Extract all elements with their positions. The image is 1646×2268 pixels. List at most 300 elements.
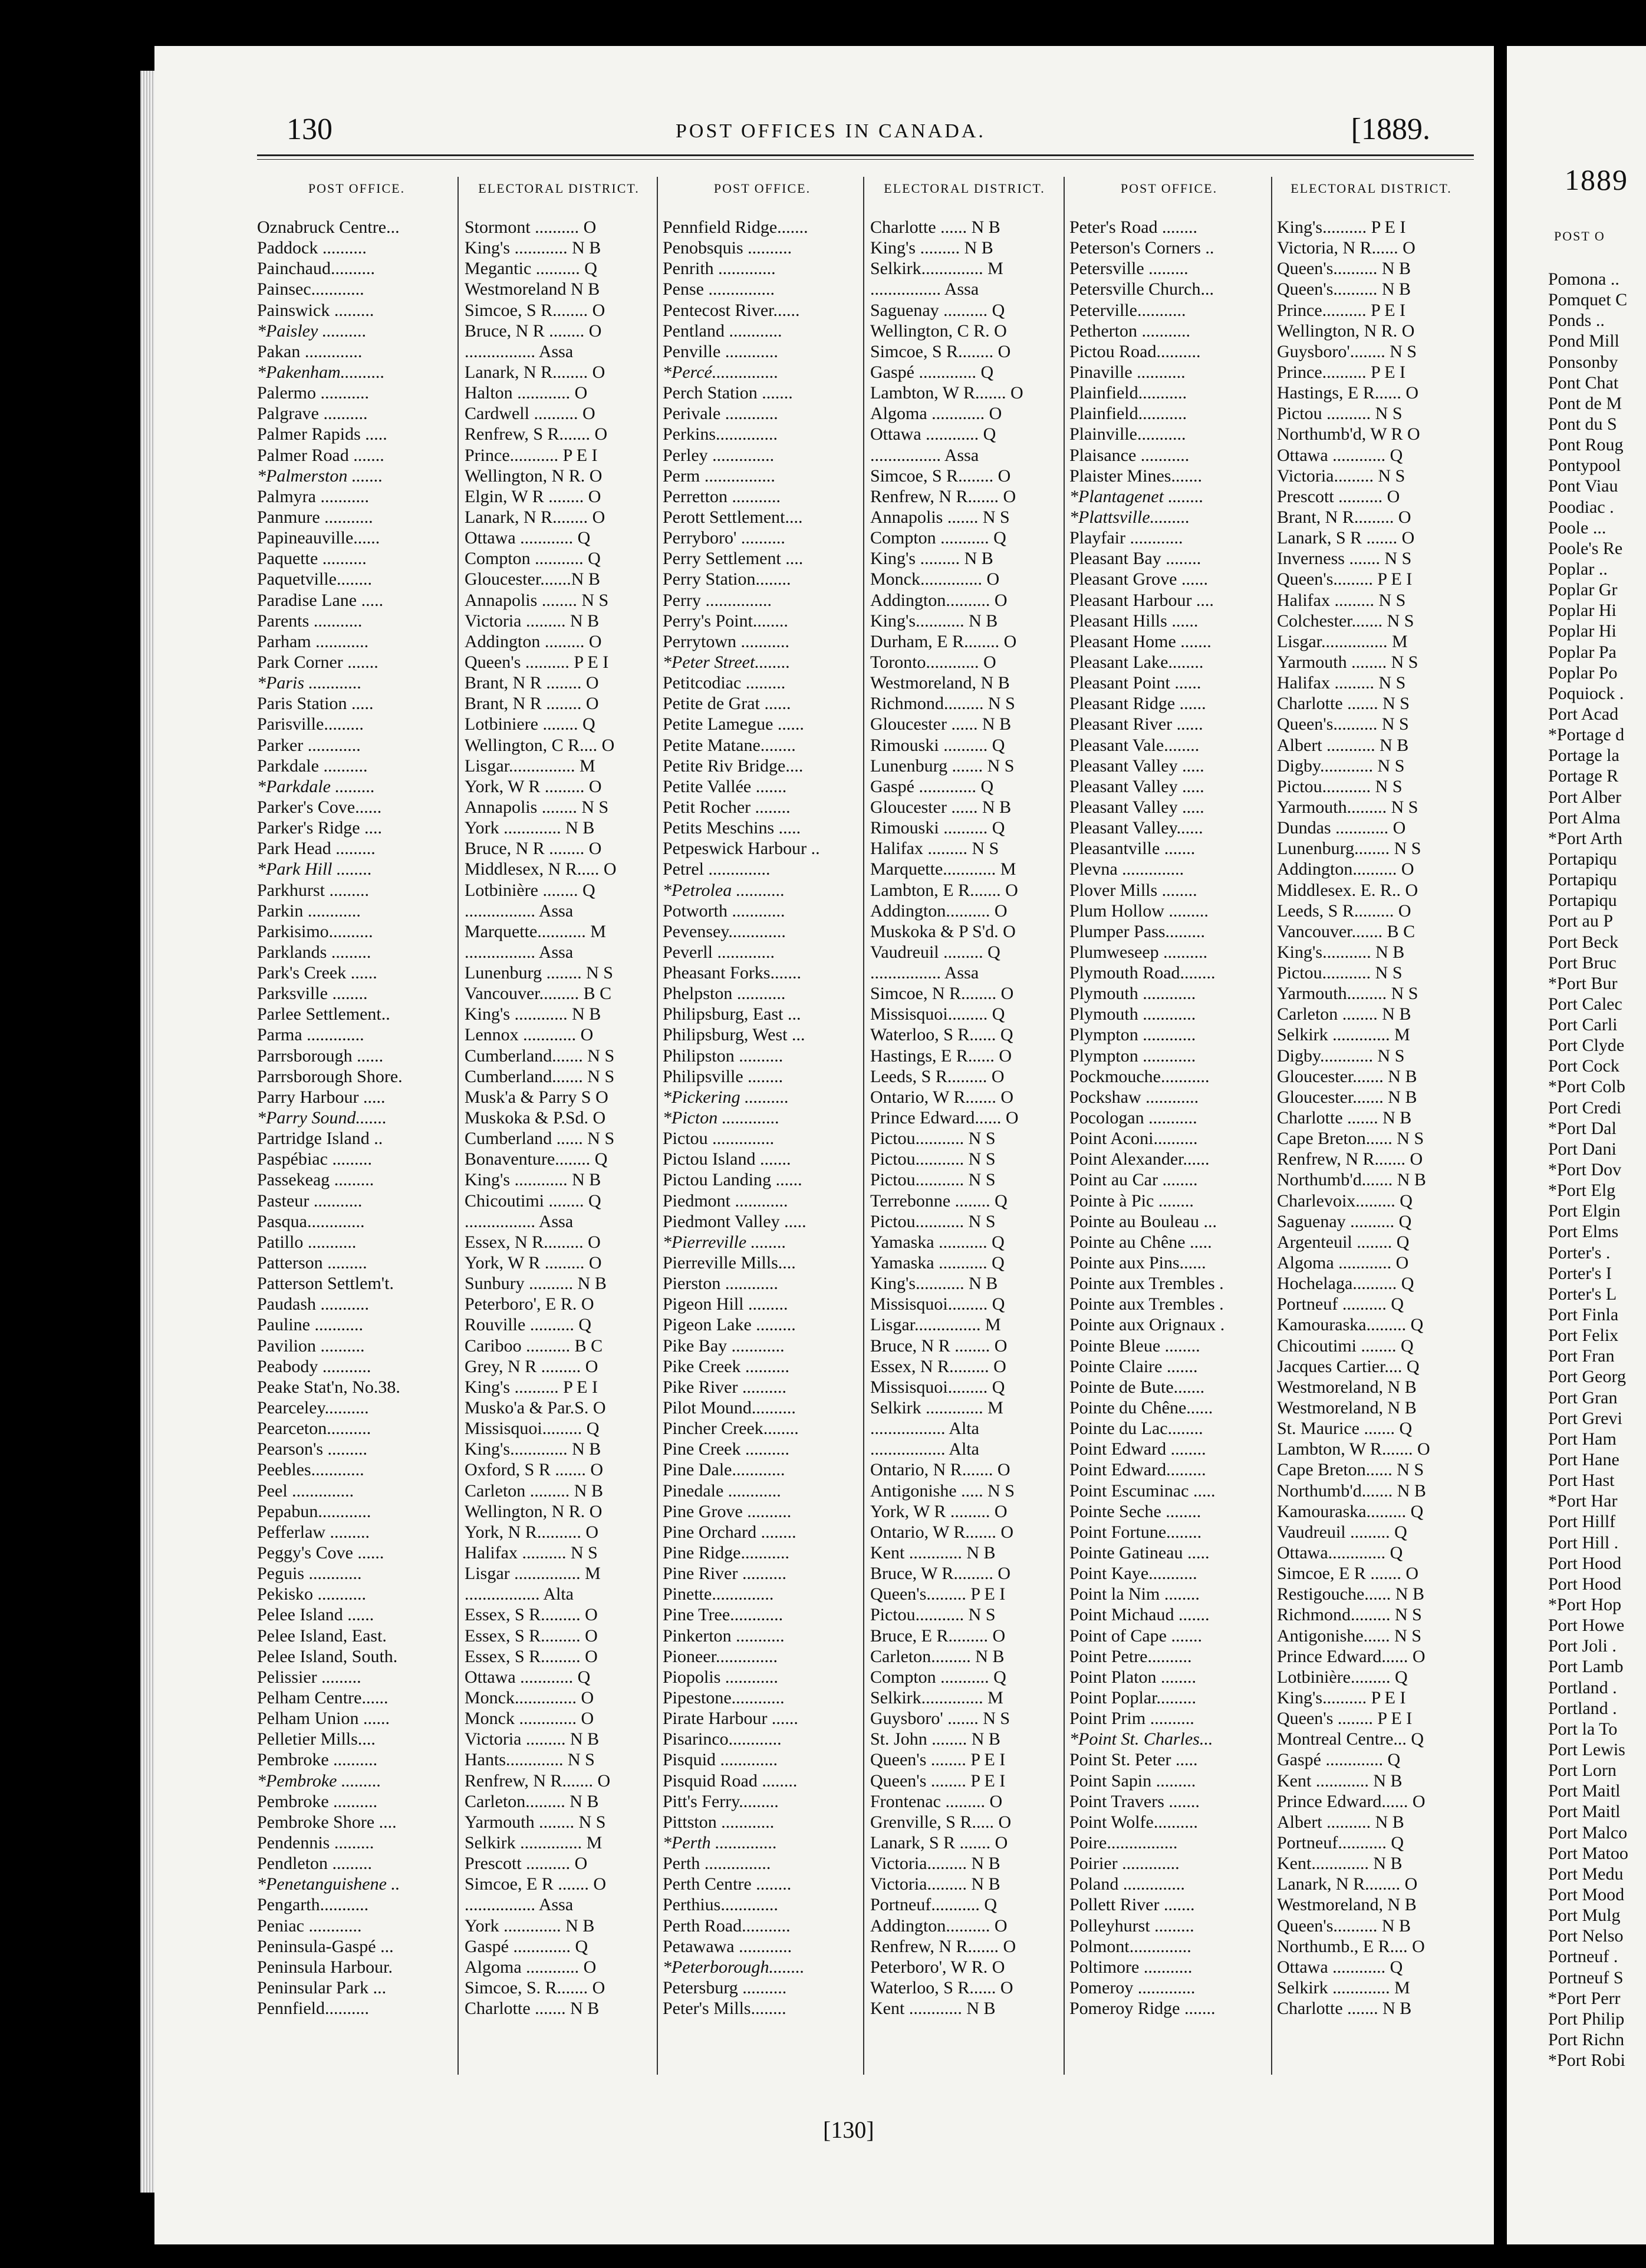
entry-row xyxy=(255,1771,659,1791)
entry-row xyxy=(255,217,659,238)
post-office-name: Pakan ............. xyxy=(257,341,363,361)
entry-row xyxy=(660,673,1065,693)
entry-row xyxy=(255,673,659,693)
electoral-district: Hants............. N S xyxy=(465,1750,595,1770)
entry-row xyxy=(1067,1107,1471,1128)
electoral-district: Gloucester.......N B xyxy=(465,569,600,589)
electoral-district: Missisquoi......... Q xyxy=(870,1377,1005,1397)
facing-page-entry: Portneuf S xyxy=(1548,1967,1624,1987)
post-office-name: Philipsville ........ xyxy=(663,1066,784,1086)
entry-row xyxy=(1067,1294,1471,1314)
post-office-name: *Picton ............. xyxy=(663,1108,780,1128)
post-office-name: Plover Mills ........ xyxy=(1069,880,1197,900)
electoral-district: Simcoe, S R........ O xyxy=(870,466,1011,486)
facing-page-entry: Pont du S xyxy=(1548,414,1617,434)
electoral-district: ................. Alta xyxy=(870,1419,979,1439)
entry-row xyxy=(660,217,1065,238)
electoral-district: Carleton ......... N B xyxy=(465,1481,603,1501)
entry-row xyxy=(255,1749,659,1770)
post-office-name: Pefferlaw ......... xyxy=(257,1522,370,1542)
electoral-district: Addington.......... O xyxy=(870,590,1008,610)
post-office-name: Peguis ............ xyxy=(257,1564,362,1584)
electoral-district: Waterloo, S R...... Q xyxy=(870,1025,1013,1045)
entry-row xyxy=(660,797,1065,817)
entry-row xyxy=(660,714,1065,734)
post-office-name: Painchaud.......... xyxy=(257,259,375,279)
entry-row xyxy=(1067,341,1471,362)
entry-row xyxy=(660,1749,1065,1770)
post-office-name: Point of Cape ....... xyxy=(1069,1626,1202,1646)
post-office-name: Petite Riv Bridge.... xyxy=(663,756,804,776)
entry-row xyxy=(1067,1356,1471,1377)
electoral-district: Wellington, N R. O xyxy=(1277,321,1415,341)
electoral-district: Victoria ......... N B xyxy=(465,611,600,631)
entry-row xyxy=(660,756,1065,776)
entry-row xyxy=(1067,901,1471,921)
post-office-name: Plumper Pass......... xyxy=(1069,921,1206,941)
facing-page-entry: Portapiqu xyxy=(1548,891,1617,911)
post-office-name: Peabody ........... xyxy=(257,1356,371,1376)
post-office-name: Passekeag ......... xyxy=(257,1170,374,1190)
entry-row xyxy=(1067,424,1471,444)
electoral-district: Lanark, N R........ O xyxy=(1277,1874,1418,1894)
entry-row xyxy=(660,1977,1065,1998)
post-office-name: Peter's Mills........ xyxy=(663,1999,786,2019)
post-office-name: Park Corner ....... xyxy=(257,652,378,672)
entry-row xyxy=(255,1191,659,1211)
post-office-name: Peverll ............. xyxy=(663,942,775,962)
facing-page-entry: Port Felix xyxy=(1548,1326,1619,1346)
entry-row xyxy=(1067,1522,1471,1542)
entry-row xyxy=(255,838,659,859)
entry-row xyxy=(255,1294,659,1314)
post-office-name: Pauline ........... xyxy=(257,1315,363,1335)
electoral-district: Simcoe, N R........ O xyxy=(870,984,1014,1004)
electoral-district: Essex, S R......... O xyxy=(465,1626,598,1646)
electoral-district: Cumberland....... N S xyxy=(465,1066,615,1086)
post-office-name: Pisquid ............. xyxy=(663,1750,778,1770)
entry-row xyxy=(660,1812,1065,1832)
electoral-district: Megantic .......... Q xyxy=(465,259,597,279)
entry-row xyxy=(1067,1646,1471,1667)
post-office-header: POST OFFICE. xyxy=(713,181,811,196)
entry-row xyxy=(255,1626,659,1646)
post-office-name: Pinaville ........... xyxy=(1069,362,1186,382)
entry-row xyxy=(1067,486,1471,507)
electoral-district: Oxford, S R ....... O xyxy=(465,1460,604,1480)
entry-row xyxy=(1067,1977,1471,1998)
entry-row xyxy=(1067,1273,1471,1294)
electoral-district: King's ............ N B xyxy=(465,1004,601,1024)
post-office-name: Pomeroy ............. xyxy=(1069,1977,1196,1997)
electoral-district: Vancouver....... B C xyxy=(1277,921,1415,941)
electoral-district: King's........... N B xyxy=(870,611,998,631)
electoral-district: Gloucester ...... N B xyxy=(870,714,1012,734)
electoral-district: Pictou........... N S xyxy=(1277,963,1403,983)
post-office-name: Oznabruck Centre... xyxy=(257,217,400,237)
facing-page-entry: Poplar Hi xyxy=(1548,621,1617,641)
electoral-district: Annapolis ........ N S xyxy=(465,590,609,610)
electoral-district: Frontenac ......... O xyxy=(870,1791,1003,1811)
entry-row xyxy=(255,362,659,383)
electoral-district: Albert ........... N B xyxy=(1277,735,1409,755)
post-office-name: Parker ............ xyxy=(257,735,361,755)
entry-row xyxy=(1067,1191,1471,1211)
electoral-district: Renfrew, N R....... O xyxy=(870,486,1016,506)
electoral-district: Kent ............ N B xyxy=(870,1543,996,1562)
electoral-district: Richmond......... N S xyxy=(870,694,1015,714)
entry-row xyxy=(1067,590,1471,611)
post-office-name: Parker's Ridge .... xyxy=(257,818,383,838)
post-office-name: Pleasant River ...... xyxy=(1069,714,1203,734)
electoral-district: Wellington, N R. O xyxy=(465,466,603,486)
post-office-name: Pointe du Lac........ xyxy=(1069,1419,1203,1439)
electoral-district: Monck.............. O xyxy=(870,569,1000,589)
facing-page-column-header: POST O xyxy=(1554,229,1605,243)
post-office-name: Pointe Claire ....... xyxy=(1069,1356,1198,1376)
electoral-district: ................. Alta xyxy=(870,1439,979,1459)
electoral-district: Vaudreuil ......... Q xyxy=(1277,1522,1407,1542)
entry-row xyxy=(660,1729,1065,1749)
post-office-name: Pirate Harbour ...... xyxy=(663,1709,798,1729)
post-office-name: Phelpston ........... xyxy=(663,984,786,1004)
entry-row xyxy=(1067,1563,1471,1584)
post-office-name: Parlee Settlement.. xyxy=(257,1004,390,1024)
facing-page-entry: Port Alber xyxy=(1548,787,1622,807)
entry-row xyxy=(660,321,1065,341)
post-office-name: Paquetville........ xyxy=(257,569,372,589)
post-office-name: Pleasant Grove ...... xyxy=(1069,569,1208,589)
post-office-name: Peninsula-Gaspé ... xyxy=(257,1936,394,1956)
facing-page-entry: Port Cock xyxy=(1548,1056,1619,1076)
entry-row xyxy=(255,1356,659,1377)
electoral-district: Compton ........... Q xyxy=(870,528,1006,548)
electoral-district-header: ELECTORAL DISTRICT. xyxy=(478,181,640,196)
electoral-district: Selkirk ............. M xyxy=(1277,1977,1410,1997)
post-office-name: Pinkerton ........... xyxy=(663,1626,785,1646)
post-office-name: Pine Dale............ xyxy=(663,1460,785,1480)
entry-row xyxy=(1067,300,1471,321)
electoral-district: Halifax ......... N S xyxy=(870,839,999,859)
entry-row xyxy=(660,383,1065,403)
entry-row xyxy=(255,797,659,817)
electoral-district: Essex, N R......... O xyxy=(465,1232,601,1252)
electoral-district: Grenville, S R..... O xyxy=(870,1812,1012,1832)
entry-row xyxy=(255,1542,659,1563)
electoral-district: Muskoka & P.Sd. O xyxy=(465,1108,606,1128)
electoral-district: Victoria......... N S xyxy=(1277,466,1405,486)
entry-row xyxy=(1067,1377,1471,1397)
electoral-district: Gloucester....... N B xyxy=(1277,1066,1417,1086)
post-office-name: Pine Grove .......... xyxy=(663,1501,792,1521)
post-office-name: Pentecost River...... xyxy=(663,300,800,320)
electoral-district: Richmond......... N S xyxy=(1277,1605,1422,1625)
entry-row xyxy=(255,735,659,756)
facing-page-entry: Porter's L xyxy=(1548,1284,1617,1304)
post-office-name: Point Edward......... xyxy=(1069,1460,1206,1480)
entry-row xyxy=(1067,859,1471,879)
entry-row xyxy=(255,817,659,838)
post-office-name: Palmyra ........... xyxy=(257,486,369,506)
post-office-name: Pollett River ....... xyxy=(1069,1895,1195,1915)
electoral-district: Bruce, W R......... O xyxy=(870,1564,1011,1584)
post-office-name: Pine Orchard ........ xyxy=(663,1522,796,1542)
entry-row xyxy=(255,238,659,258)
post-office-name: Perth ............... xyxy=(663,1854,771,1874)
electoral-district: Ottawa ............ Q xyxy=(1277,445,1403,465)
electoral-district: Inverness ....... N S xyxy=(1277,549,1412,569)
entry-row xyxy=(1067,1832,1471,1853)
electoral-district: Prescott .......... O xyxy=(1277,486,1400,506)
electoral-district: Prescott .......... O xyxy=(465,1854,588,1874)
post-office-name: Palgrave .......... xyxy=(257,404,368,424)
entry-row xyxy=(255,652,659,673)
entry-row xyxy=(255,1273,659,1294)
post-office-name: Pelee Island ...... xyxy=(257,1605,374,1625)
post-office-name: Pelham Union ...... xyxy=(257,1709,390,1729)
electoral-district: Pictou .......... N S xyxy=(1277,404,1403,424)
electoral-district: Lambton, E R....... O xyxy=(870,880,1018,900)
entry-row xyxy=(660,1791,1065,1812)
electoral-district: Rimouski .......... Q xyxy=(870,818,1005,838)
electoral-district: Antigonishe...... N S xyxy=(1277,1626,1422,1646)
electoral-district: King's............. N B xyxy=(465,1439,601,1459)
entry-row xyxy=(1067,1149,1471,1169)
post-office-name: Pine Ridge........... xyxy=(663,1543,789,1562)
post-office-name: Perry Station........ xyxy=(663,569,791,589)
post-office-name: Pockshaw ............ xyxy=(1069,1087,1199,1107)
electoral-district: Kent ............ N B xyxy=(1277,1771,1403,1791)
electoral-district: Rouville .......... Q xyxy=(465,1315,591,1335)
post-office-name: Point Prim .......... xyxy=(1069,1709,1194,1729)
header-rule-thin xyxy=(257,159,1474,160)
entry-row xyxy=(1067,1046,1471,1066)
post-office-name: Petersville Church... xyxy=(1069,279,1214,299)
post-office-name: Point la Nim ........ xyxy=(1069,1584,1200,1604)
entry-row xyxy=(1067,548,1471,569)
post-office-name: Point Michaud ....... xyxy=(1069,1605,1210,1625)
entry-row xyxy=(255,1916,659,1936)
electoral-district: Gaspé ............. Q xyxy=(870,776,994,796)
entry-row xyxy=(255,1687,659,1708)
entry-row xyxy=(255,1853,659,1874)
post-office-name: Pine Tree............ xyxy=(663,1605,784,1625)
electoral-district: St. Maurice ....... Q xyxy=(1277,1419,1413,1439)
entry-row xyxy=(255,1439,659,1459)
post-office-name: Pointe aux Pins...... xyxy=(1069,1253,1206,1273)
post-office-name: Pleasant Point ...... xyxy=(1069,673,1201,693)
electoral-district: Kent............. N B xyxy=(1277,1854,1403,1874)
post-office-name: *Peter Street........ xyxy=(663,652,791,672)
post-office-name: Perivale ............ xyxy=(663,404,778,424)
facing-page-entry: Poquiock . xyxy=(1548,683,1624,703)
entry-row xyxy=(1067,1894,1471,1915)
facing-page-entry: Poodiac . xyxy=(1548,497,1614,517)
post-office-name: Point Travers ....... xyxy=(1069,1791,1200,1811)
post-office-name: Plum Hollow ......... xyxy=(1069,901,1209,921)
post-office-name: Pense ............... xyxy=(663,279,775,299)
electoral-district: Yamaska ........... Q xyxy=(870,1232,1005,1252)
entry-row xyxy=(660,1501,1065,1522)
electoral-district: Hastings, E R...... O xyxy=(1277,383,1418,403)
electoral-district: Montreal Centre... Q xyxy=(1277,1729,1424,1749)
electoral-district: Saguenay .......... Q xyxy=(1277,1211,1412,1231)
post-office-name: Parksville ........ xyxy=(257,984,368,1004)
entry-row xyxy=(660,1191,1065,1211)
post-office-name: Piedmont Valley ..... xyxy=(663,1211,806,1231)
electoral-district: Chicoutimi ........ Q xyxy=(465,1191,601,1211)
post-office-name: Pleasant Bay ........ xyxy=(1069,549,1201,569)
facing-page-entry: Port Hill . xyxy=(1548,1532,1619,1552)
entry-row xyxy=(660,1149,1065,1169)
facing-page-entry: Poole's Re xyxy=(1548,538,1623,558)
facing-page-entry: Port Joli . xyxy=(1548,1636,1617,1656)
electoral-district: Queen's.......... N S xyxy=(1277,714,1409,734)
post-office-name: Perretton ........... xyxy=(663,486,781,506)
entry-row xyxy=(255,962,659,983)
post-office-name: Point Petre.......... xyxy=(1069,1646,1192,1666)
electoral-district: Bruce, E R......... O xyxy=(870,1626,1006,1646)
entry-row xyxy=(255,1894,659,1915)
electoral-district: Westmoreland, N B xyxy=(870,673,1010,693)
post-office-name: Petits Meschins ..... xyxy=(663,818,801,838)
facing-page-list xyxy=(1548,269,1628,2071)
post-office-name: *Park Hill ........ xyxy=(257,859,372,879)
post-office-name: Philipston .......... xyxy=(663,1046,784,1066)
post-office-name: Point Sapin ......... xyxy=(1069,1771,1196,1791)
electoral-district: York, W R ......... O xyxy=(465,776,602,796)
post-office-name: Plevna .............. xyxy=(1069,859,1184,879)
electoral-district: Leeds, S R......... O xyxy=(870,1066,1005,1086)
facing-page-entry: Port Lorn xyxy=(1548,1761,1617,1781)
electoral-district: King's........... N B xyxy=(870,1274,998,1294)
post-office-name: Patterson Settlem't. xyxy=(257,1274,394,1294)
electoral-district: Yarmouth......... N S xyxy=(1277,984,1418,1004)
entry-row xyxy=(255,1252,659,1273)
electoral-district: Ottawa............. Q xyxy=(1277,1543,1403,1562)
post-office-name: Parrsborough Shore. xyxy=(257,1066,403,1086)
electoral-district: Ottawa ............ Q xyxy=(465,528,591,548)
entry-row xyxy=(255,1024,659,1045)
post-office-name: Peninsula Harbour. xyxy=(257,1957,393,1977)
entry-row xyxy=(1067,1439,1471,1459)
electoral-district: Missisquoi......... Q xyxy=(870,1294,1005,1314)
facing-page-entry: Port Mood xyxy=(1548,1884,1625,1904)
entry-row xyxy=(255,1667,659,1687)
electoral-district: Addington.......... O xyxy=(870,1916,1008,1936)
post-office-name: Pilot Mound.......... xyxy=(663,1398,796,1418)
post-office-name: Pointe du Chêne...... xyxy=(1069,1398,1213,1418)
entry-row xyxy=(660,1107,1065,1128)
electoral-district: Wellington, C R.... O xyxy=(465,735,615,755)
post-office-name: Parker's Cove...... xyxy=(257,797,382,817)
entry-row xyxy=(660,838,1065,859)
entry-row xyxy=(1067,507,1471,528)
post-office-name: Pleasant Valley ..... xyxy=(1069,797,1204,817)
entry-row xyxy=(660,1604,1065,1625)
entry-row xyxy=(1067,1004,1471,1024)
electoral-district: Prince Edward...... O xyxy=(1277,1791,1426,1811)
post-office-name: Paddock .......... xyxy=(257,238,367,258)
electoral-district: Ottawa ............ Q xyxy=(1277,1957,1403,1977)
facing-page-entry: Poplar Po xyxy=(1548,662,1618,683)
entry-row xyxy=(255,1874,659,1894)
entry-row xyxy=(255,631,659,652)
post-office-name: Pleasant Hills ...... xyxy=(1069,611,1199,631)
electoral-district: Lambton, W R....... O xyxy=(1277,1439,1430,1459)
entry-row xyxy=(255,466,659,486)
post-office-name: Pike Creek .......... xyxy=(663,1356,789,1376)
post-office-name: Petrel .............. xyxy=(663,859,771,879)
facing-page-entry: Port Richn xyxy=(1548,2029,1625,2049)
electoral-district: Portneuf .......... Q xyxy=(1277,1294,1404,1314)
entry-row xyxy=(255,569,659,589)
entry-row xyxy=(255,1128,659,1149)
entry-row xyxy=(1067,1336,1471,1356)
post-office-name: Perrytown ........... xyxy=(663,631,789,651)
facing-page-entry: Port Hillf xyxy=(1548,1512,1616,1532)
entry-row xyxy=(660,1294,1065,1314)
electoral-district: Lanark, N R........ O xyxy=(465,362,605,382)
post-office-name: Piedmont ............ xyxy=(663,1191,788,1211)
electoral-district: Victoria......... N B xyxy=(870,1854,1000,1874)
post-office-name: Patillo ........... xyxy=(257,1232,357,1252)
post-office-name: *Perth .............. xyxy=(663,1832,778,1852)
post-office-name: Pine River .......... xyxy=(663,1564,786,1584)
post-office-name: Pincher Creek........ xyxy=(663,1419,799,1439)
post-office-name: Parrsborough ...... xyxy=(257,1046,384,1066)
electoral-district: Brant, N R......... O xyxy=(1277,507,1411,527)
post-office-name: Park Head ......... xyxy=(257,839,376,859)
electoral-district: Ontario, N R....... O xyxy=(870,1460,1010,1480)
facing-page-entry: *Port Elg xyxy=(1548,1181,1616,1201)
facing-page-entry: Ponsonby xyxy=(1548,352,1618,372)
post-office-name: *Peterborough........ xyxy=(663,1957,805,1977)
entry-row xyxy=(255,1584,659,1604)
post-office-name: Perry ............... xyxy=(663,590,772,610)
column-divider xyxy=(1064,177,1065,2075)
facing-page-entry: Pont Viau xyxy=(1548,476,1618,496)
entry-row xyxy=(660,693,1065,714)
electoral-district: Selkirk.............. M xyxy=(870,1687,1003,1707)
post-office-name: Pleasant Vale........ xyxy=(1069,735,1200,755)
post-office-name: Pierreville Mills.... xyxy=(663,1253,796,1273)
post-office-name: *Percé............... xyxy=(663,362,779,382)
post-office-name: Pleasantville ....... xyxy=(1069,839,1196,859)
entry-row xyxy=(660,1232,1065,1252)
post-office-name: Perott Settlement.... xyxy=(663,507,803,527)
post-office-name: Pockmouche........... xyxy=(1069,1066,1210,1086)
post-office-name: Parklands ......... xyxy=(257,942,371,962)
electoral-district: Yamaska ........... Q xyxy=(870,1253,1005,1273)
post-office-name: Pictou .............. xyxy=(663,1129,775,1149)
facing-page-entry: Pont de M xyxy=(1548,393,1622,413)
entry-row xyxy=(1067,1584,1471,1604)
electoral-district: Jacques Cartier.... Q xyxy=(1277,1356,1420,1376)
facing-page-entry: Port Hast xyxy=(1548,1471,1615,1491)
electoral-district: Westmoreland, N B xyxy=(1277,1895,1417,1915)
post-office-name: Petite Vallée ....... xyxy=(663,776,787,796)
post-office-name: Plainville........... xyxy=(1069,424,1186,444)
post-office-name: *Pickering .......... xyxy=(663,1087,789,1107)
post-office-name: Pointe aux Orignaux . xyxy=(1069,1315,1225,1335)
post-office-name: Poland .............. xyxy=(1069,1874,1185,1894)
electoral-district: Prince Edward...... O xyxy=(870,1108,1019,1128)
entry-row xyxy=(1067,1936,1471,1957)
electoral-district: King's ............ N B xyxy=(465,238,601,258)
electoral-district: Compton ........... Q xyxy=(465,549,601,569)
post-office-name: Parents ........... xyxy=(257,611,363,631)
